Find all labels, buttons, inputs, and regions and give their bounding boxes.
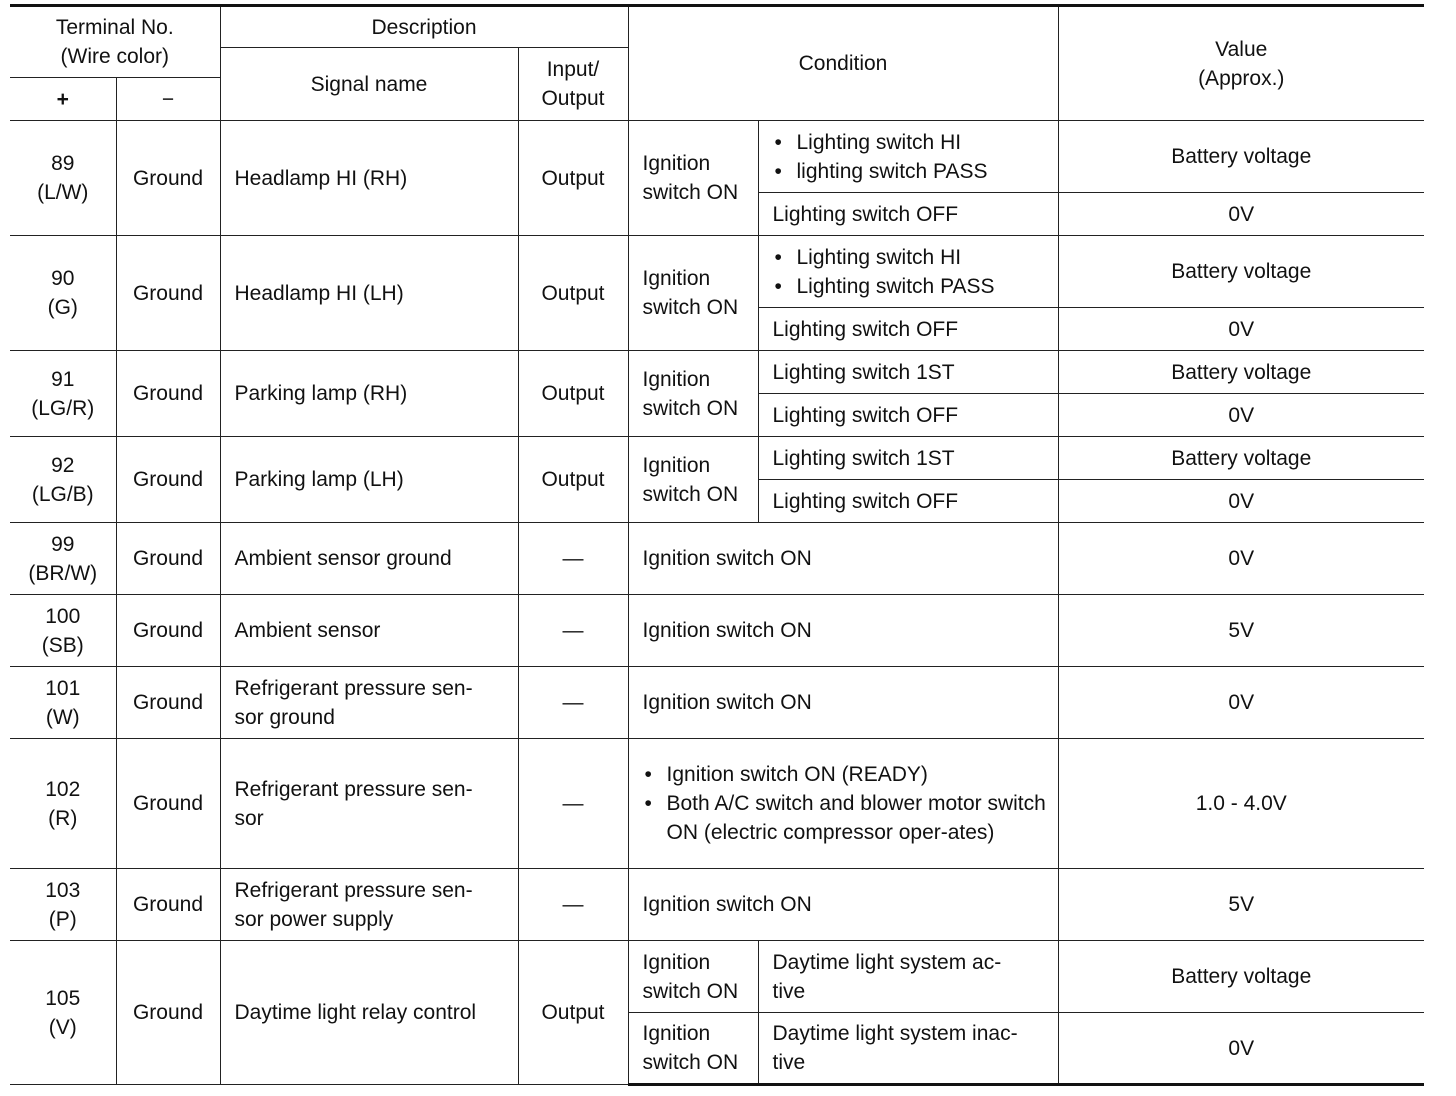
condition-sub-cell (758, 236, 1058, 308)
condition-bullet: • Lighting switch HI (773, 243, 1050, 272)
condition-main-cell (628, 121, 758, 236)
terminal-number: 100 (45, 604, 81, 628)
io-header (518, 48, 628, 121)
condition-cell: Ignition switch ON (628, 667, 1058, 739)
ground-cell: Ground (116, 236, 220, 351)
terminal-cell (10, 523, 116, 595)
io-label-input: Input/ (546, 58, 600, 81)
minus-header: − (116, 78, 220, 121)
condition-cell (628, 739, 1058, 869)
condition-sub-cell: Lighting switch OFF (758, 394, 1058, 437)
condition-main-cell (628, 437, 758, 523)
terminal-number: 92 (51, 453, 75, 477)
value-cell: Battery voltage (1058, 941, 1424, 1013)
condition-main-cell (628, 236, 758, 351)
condition-main-line: Ignition (642, 367, 711, 391)
value-cell: 5V (1058, 595, 1424, 667)
signal-name-cell: Parking lamp (RH) (220, 351, 518, 437)
terminal-cell (10, 869, 116, 941)
condition-main-line: Ignition (642, 453, 711, 477)
signal-name-cell: Headlamp HI (LH) (220, 236, 518, 351)
signal-name-cell: Ambient sensor ground (220, 523, 518, 595)
condition-main-line: Ignition (642, 267, 711, 290)
condition-sub-cell: Lighting switch OFF (758, 308, 1058, 351)
ground-cell: Ground (116, 437, 220, 523)
terminal-table (10, 4, 1424, 1086)
terminal-cell (10, 667, 116, 739)
io-label-output: Output (541, 87, 605, 110)
io-cell: — (518, 595, 628, 667)
signal-name-line: sor ground (234, 705, 335, 729)
condition-line: tive (772, 979, 806, 1003)
condition-main-line: switch ON (642, 1051, 739, 1074)
wire-color: (L/W) (37, 181, 89, 204)
value-cell: 0V (1058, 667, 1424, 739)
io-cell: Output (518, 236, 628, 351)
signal-name-cell (220, 739, 518, 869)
ground-cell: Ground (116, 869, 220, 941)
condition-cell: Ignition switch ON (628, 595, 1058, 667)
signal-name-cell (220, 667, 518, 739)
condition-sub-cell (758, 941, 1058, 1013)
condition-line: Daytime light system inac- (772, 1022, 1018, 1045)
condition-main-line: switch ON (642, 482, 739, 506)
wire-color: (R) (48, 806, 78, 830)
condition-main-cell (628, 941, 758, 1013)
terminal-cell (10, 437, 116, 523)
value-cell: 5V (1058, 869, 1424, 941)
signal-name-line: Refrigerant pressure sen- (234, 777, 473, 801)
terminal-cell (10, 236, 116, 351)
ground-cell: Ground (116, 595, 220, 667)
io-cell: — (518, 869, 628, 941)
wire-color: (SB) (41, 633, 84, 657)
signal-name-header: Signal name (220, 48, 518, 121)
terminal-table-container (10, 4, 1424, 1086)
condition-bullet: • lighting switch PASS (773, 157, 1050, 186)
io-cell: — (518, 523, 628, 595)
wire-color: (P) (48, 907, 77, 931)
signal-name-line: Refrigerant pressure sen- (234, 878, 473, 902)
condition-main-line: switch ON (642, 979, 739, 1003)
condition-main-line: switch ON (642, 181, 739, 204)
ground-cell: Ground (116, 667, 220, 739)
condition-main-cell (628, 351, 758, 437)
io-cell: Output (518, 941, 628, 1085)
value-cell: 1.0 - 4.0V (1058, 739, 1424, 869)
condition-sub-cell: Lighting switch 1ST (758, 437, 1058, 480)
signal-name-cell: Ambient sensor (220, 595, 518, 667)
wire-color: (BR/W) (28, 561, 98, 585)
terminal-number: 91 (51, 367, 75, 391)
value-cell: 0V (1058, 193, 1424, 236)
terminal-cell (10, 739, 116, 869)
terminal-cell (10, 941, 116, 1085)
condition-sub-cell (758, 121, 1058, 193)
condition-cell: Ignition switch ON (628, 523, 1058, 595)
wire-color: (V) (48, 1015, 77, 1039)
value-cell: 0V (1058, 480, 1424, 523)
terminal-number: 102 (45, 777, 81, 801)
io-cell: Output (518, 351, 628, 437)
condition-sub-cell: Lighting switch OFF (758, 480, 1058, 523)
io-cell: — (518, 667, 628, 739)
terminal-number: 103 (45, 878, 81, 902)
value-cell: 0V (1058, 308, 1424, 351)
value-cell: Battery voltage (1058, 351, 1424, 394)
signal-name-line: sor (234, 806, 264, 830)
ground-cell: Ground (116, 121, 220, 236)
ground-cell: Ground (116, 523, 220, 595)
terminal-number: 99 (51, 532, 75, 556)
condition-header: Condition (628, 6, 1058, 121)
value-cell: 0V (1058, 394, 1424, 437)
condition-sub-cell: Lighting switch 1ST (758, 351, 1058, 394)
signal-name-line: sor power supply (234, 907, 394, 931)
signal-name-cell: Daytime light relay control (220, 941, 518, 1085)
plus-header: + (10, 78, 116, 121)
condition-main-line: switch ON (642, 396, 739, 420)
condition-line: tive (772, 1051, 806, 1074)
condition-cell: Ignition switch ON (628, 869, 1058, 941)
approx-label: (Approx.) (1198, 66, 1285, 90)
value-cell: 0V (1058, 523, 1424, 595)
io-cell: Output (518, 121, 628, 236)
condition-sub-cell: Lighting switch OFF (758, 193, 1058, 236)
condition-bullet: • Lighting switch HI (773, 128, 1050, 157)
description-header: Description (220, 6, 628, 48)
value-cell: Battery voltage (1058, 236, 1424, 308)
wire-color: (LG/R) (31, 396, 95, 420)
value-cell: Battery voltage (1058, 121, 1424, 193)
condition-main-cell (628, 1013, 758, 1085)
wire-color: (W) (45, 705, 80, 729)
wire-color: (LG/B) (31, 482, 94, 506)
terminal-number: 105 (45, 986, 81, 1010)
condition-main-line: Ignition (642, 152, 711, 175)
value-header (1058, 6, 1424, 121)
terminal-cell (10, 595, 116, 667)
condition-sub-cell (758, 1013, 1058, 1085)
terminal-cell (10, 351, 116, 437)
condition-main-line: Ignition (642, 1022, 711, 1045)
terminal-number: 90 (51, 267, 75, 290)
condition-line: Daytime light system ac- (772, 950, 1002, 974)
condition-bullet: • Ignition switch ON (READY) (643, 760, 1048, 789)
condition-bullet: • Lighting switch PASS (773, 272, 1050, 301)
signal-name-line: Refrigerant pressure sen- (234, 676, 473, 700)
signal-name-cell (220, 869, 518, 941)
value-label: Value (1215, 37, 1268, 61)
wire-color-label: (Wire color) (60, 45, 169, 68)
value-cell: Battery voltage (1058, 437, 1424, 480)
ground-cell: Ground (116, 941, 220, 1085)
wire-color: (G) (47, 296, 78, 319)
io-cell: Output (518, 437, 628, 523)
terminal-no-header (10, 6, 220, 78)
terminal-number: 89 (51, 152, 75, 175)
condition-main-line: Ignition (642, 950, 711, 974)
terminal-cell (10, 121, 116, 236)
signal-name-cell: Parking lamp (LH) (220, 437, 518, 523)
ground-cell: Ground (116, 739, 220, 869)
terminal-no-label: Terminal No. (55, 16, 174, 39)
value-cell: 0V (1058, 1013, 1424, 1085)
ground-cell: Ground (116, 351, 220, 437)
terminal-number: 101 (45, 676, 81, 700)
io-cell: — (518, 739, 628, 869)
condition-bullet: • Both A/C switch and blower motor switch ON (electric compressor oper-ates) (643, 789, 1048, 847)
signal-name-cell: Headlamp HI (RH) (220, 121, 518, 236)
condition-main-line: switch ON (642, 296, 739, 319)
